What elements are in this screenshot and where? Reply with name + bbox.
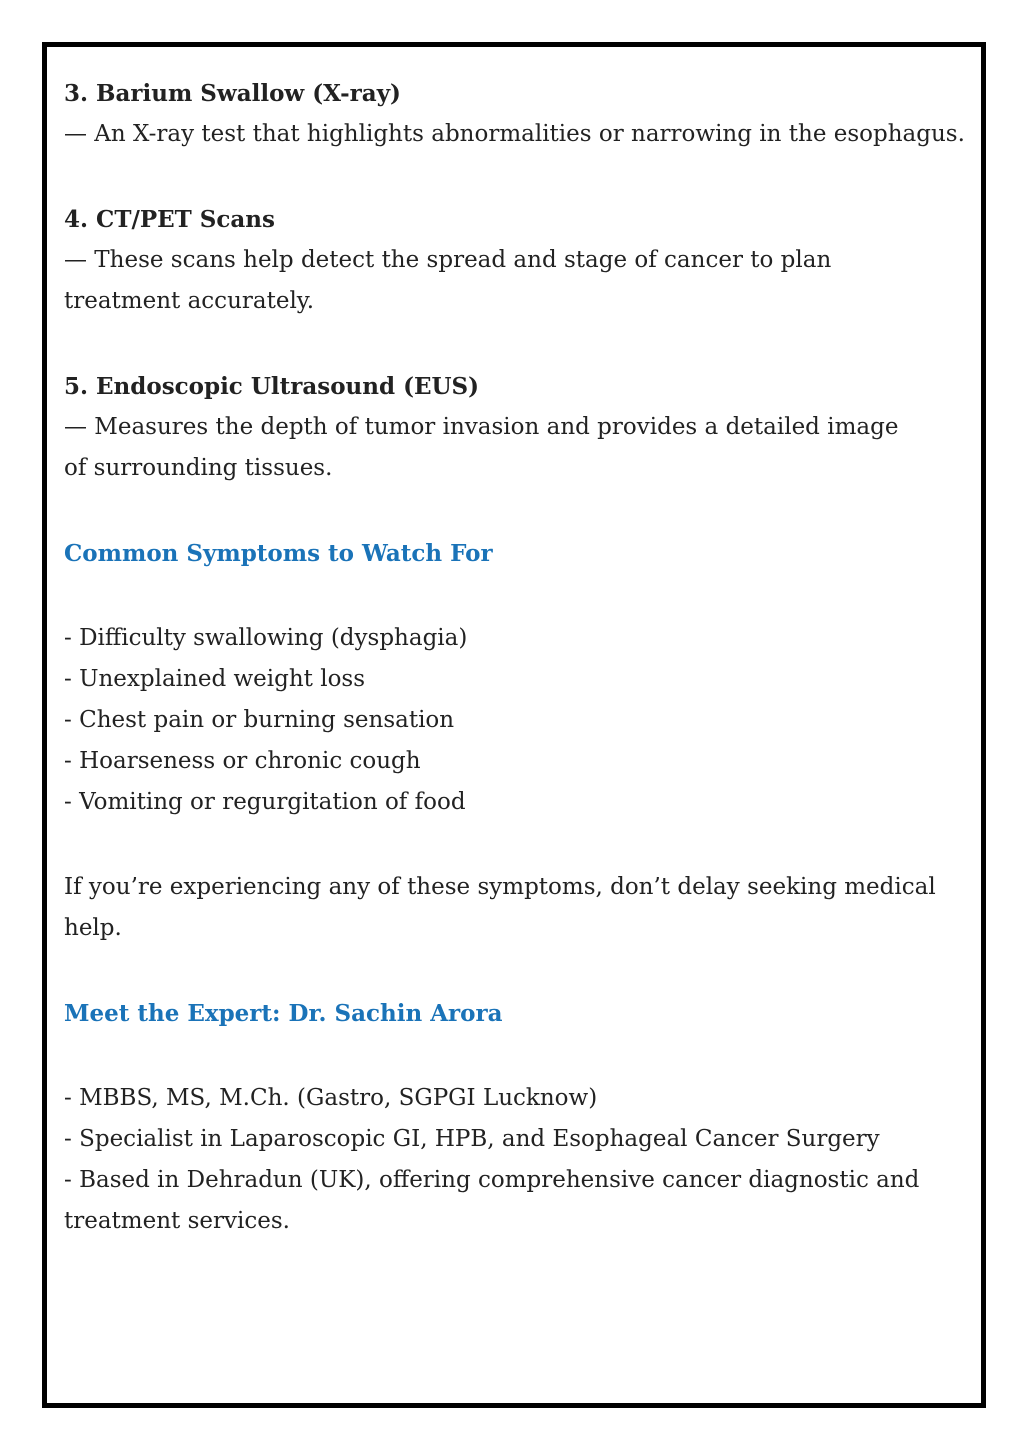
step-title: 4. CT/PET Scans [64, 206, 275, 233]
list-item: - Hoarseness or chronic cough [64, 741, 974, 782]
list-item: - Based in Dehradun (UK), offering comprehensive cancer diagnostic and treatment services. [64, 1160, 924, 1242]
symptoms-note: If you’re experiencing any of these symptoms, don’t delay seeking medical help. [64, 874, 936, 941]
expert-credentials-list [64, 1078, 924, 1242]
step-barium-swallow [64, 73, 974, 155]
step-description: — An X-ray test that highlights abnormalities or narrowing in the esophagus. [64, 121, 965, 147]
list-item: - Difficulty swallowing (dysphagia) [64, 618, 974, 659]
step-title: 3. Barium Swallow (X-ray) [64, 80, 401, 107]
step-description: — Measures the depth of tumor invasion and provides a detailed image of surrounding tissues. [64, 414, 899, 481]
list-item: - Vomiting or regurgitation of food [64, 782, 974, 823]
step-title: 5. Endoscopic Ultrasound (EUS) [64, 373, 480, 400]
symptoms-list [64, 618, 974, 823]
symptoms-heading: Common Symptoms to Watch For [64, 540, 493, 567]
step-endoscopic-ultrasound [64, 366, 974, 489]
step-description: — These scans help detect the spread and stage of cancer to plan treatment accurately. [64, 247, 832, 314]
document-content [64, 73, 974, 1242]
step-ct-pet-scans [64, 199, 974, 322]
list-item: - Chest pain or burning sensation [64, 700, 974, 741]
expert-heading: Meet the Expert: Dr. Sachin Arora [64, 1000, 503, 1027]
list-item: - MBBS, MS, M.Ch. (Gastro, SGPGI Lucknow) [64, 1078, 924, 1119]
list-item: - Unexplained weight loss [64, 659, 974, 700]
page-frame [42, 42, 986, 1408]
list-item: - Specialist in Laparoscopic GI, HPB, and Esophageal Cancer Surgery [64, 1119, 924, 1160]
